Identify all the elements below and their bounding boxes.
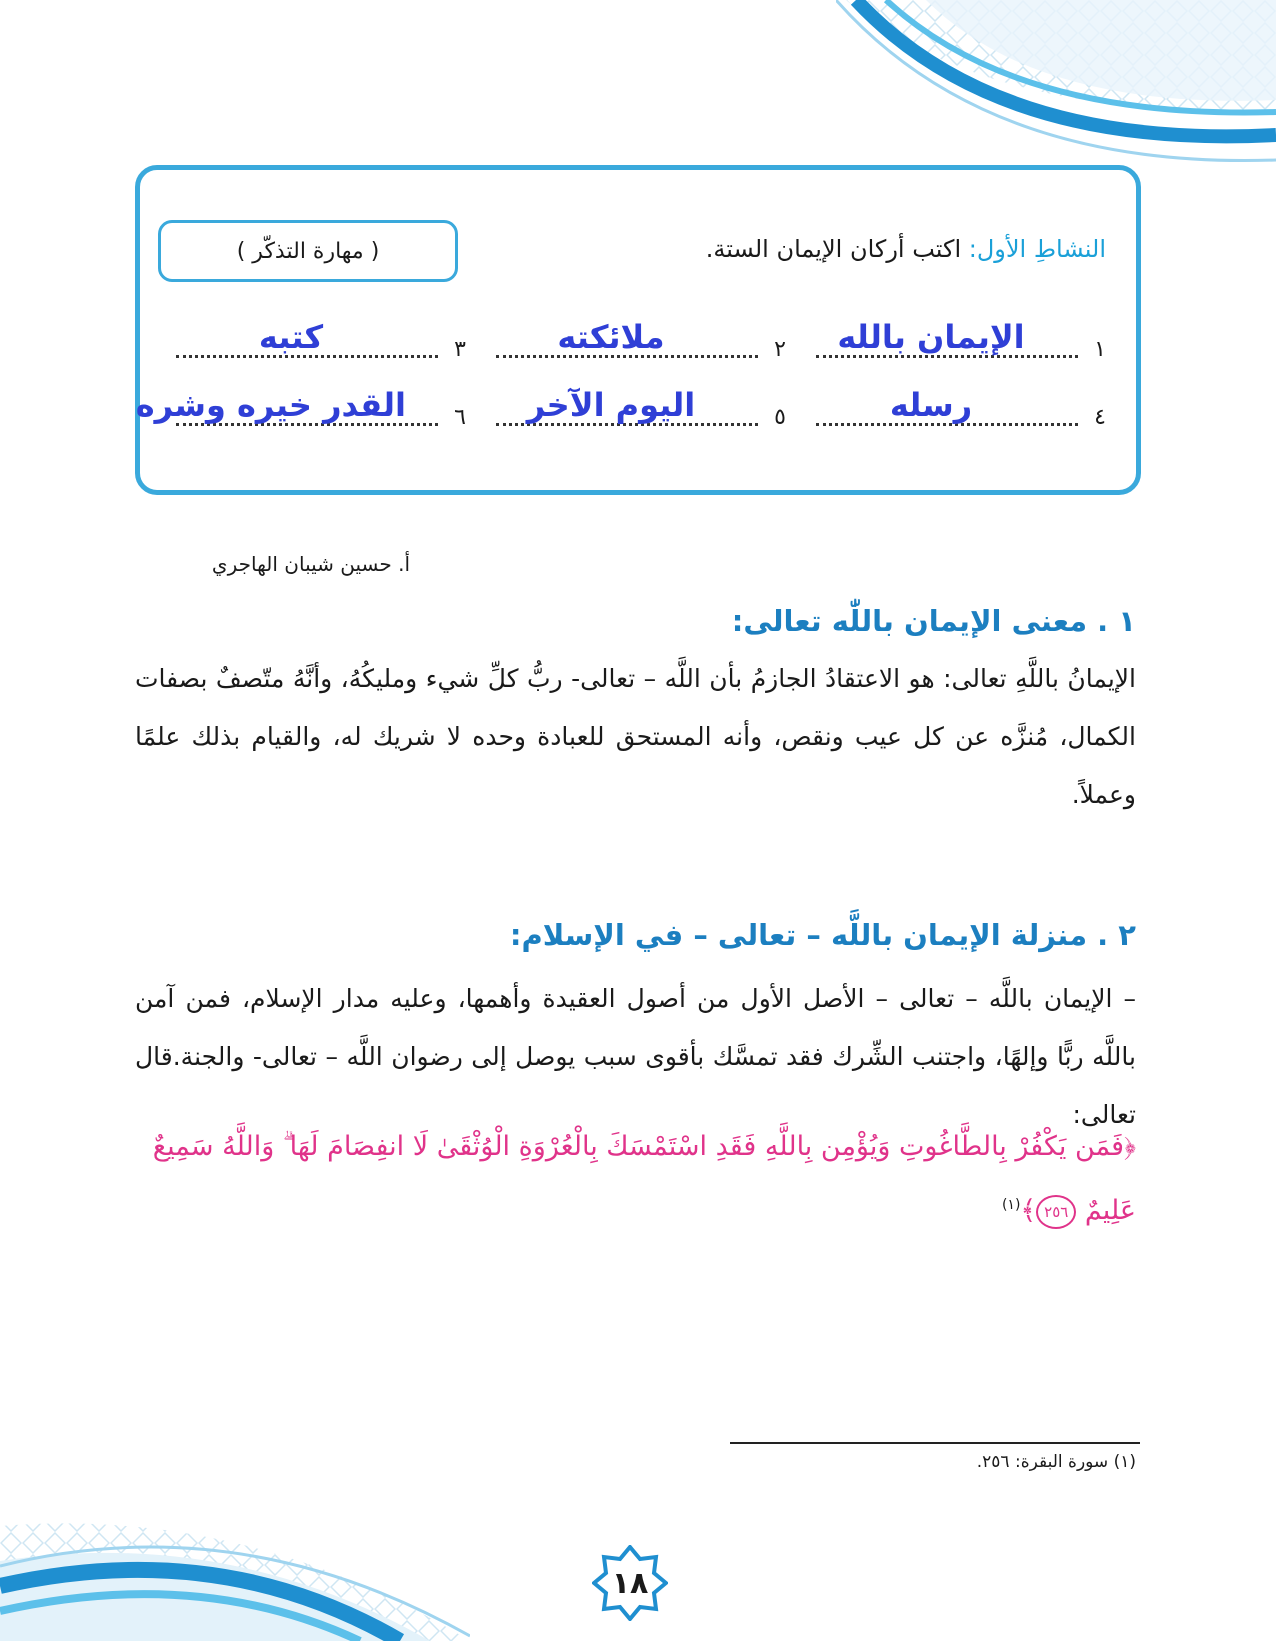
footnote: (١) سورة البقرة: ٢٥٦. — [976, 1452, 1136, 1472]
footnote-reference[interactable]: (١) — [1001, 1197, 1021, 1213]
answer-number: ٥ — [774, 405, 786, 430]
answer-field-2[interactable] — [496, 300, 786, 370]
answer-field-5[interactable] — [496, 368, 786, 438]
activity-box — [135, 165, 1141, 495]
header-wave-decoration — [836, 0, 1276, 170]
activity-instruction: اكتب أركان الإيمان الستة. — [705, 235, 962, 263]
skill-badge: ( مهارة التذكّر ) — [158, 220, 458, 282]
answer-number: ١ — [1094, 337, 1106, 362]
answer-text: كتبه — [258, 318, 324, 356]
answer-number: ٣ — [454, 337, 466, 362]
section-1-title: ١ . معنى الإيمان باللّٰه تعالى: — [731, 604, 1136, 638]
ayah-number-marker: ٢٥٦ — [1036, 1195, 1076, 1229]
activity-label: النشاطِ الأول: — [968, 235, 1106, 263]
answer-text: اليوم الآخر — [526, 386, 696, 424]
answer-field-6[interactable] — [135, 368, 466, 438]
answer-field-3[interactable] — [176, 300, 466, 370]
section-2-title: ٢ . منزلة الإيمان باللَّه – تعالى – في الإسلام: — [509, 918, 1136, 952]
answer-field-4[interactable] — [816, 368, 1106, 438]
answer-text: الإيمان بالله — [837, 318, 1025, 356]
page-number: ١٨ — [611, 1565, 649, 1601]
answer-field-1[interactable] — [816, 300, 1106, 370]
answer-number: ٤ — [1094, 405, 1106, 430]
author-name: أ. حسين شيبان الهاجري — [211, 552, 410, 576]
verse-text: ﴿فَمَن يَكْفُرْ بِالطَّاغُوتِ وَيُؤْمِن بِاللَّهِ فَقَدِ اسْتَمْسَكَ بِالْعُرْوَةِ الْوُثْقَىٰ لَا انفِصَامَ لَهَا ۗ وَاللَّهُ سَمِيعٌ عَلِيمٌ — [152, 1131, 1136, 1226]
activity-title — [706, 235, 1106, 263]
answer-text: القدر خيره وشره — [135, 386, 406, 424]
section-1-body: الإيمانُ باللَّهِ تعالى: هو الاعتقادُ الجازمُ بأن اللَّه – تعالى- ربُّ كلِّ شيء ومليكُهُ، وأنَّهُ متّصفٌ بصفات الكمال، مُنزَّه عن كل عيب ونقص، وأنه المستحق للعبادة وحده لا شريك له، والقيام بذلك علمًا وعملاً. — [135, 664, 1136, 809]
quran-verse — [135, 1118, 1136, 1240]
answer-text: ملائكته — [557, 318, 665, 356]
answers-grid — [135, 300, 1106, 460]
answer-text: رسله — [889, 386, 973, 424]
verse-close-bracket: ﴾ — [1020, 1195, 1037, 1226]
page-number-badge — [592, 1545, 668, 1621]
footnote-divider — [730, 1442, 1140, 1444]
answer-number: ٢ — [774, 337, 786, 362]
footer-wave-decoration — [0, 1466, 470, 1641]
answer-number: ٦ — [454, 405, 466, 430]
section-2-body: – الإيمان باللَّه – تعالى – الأصل الأول من أصول العقيدة وأهمها، وعليه مدار الإسلام، فمن آمن باللَّه ربًّا وإلهًا، واجتنب الشِّرك فقد تمسَّك بأقوى سبب يوصل إلى رضوان اللَّه – تعالى- والجنة.قال تعالى: — [135, 984, 1136, 1129]
